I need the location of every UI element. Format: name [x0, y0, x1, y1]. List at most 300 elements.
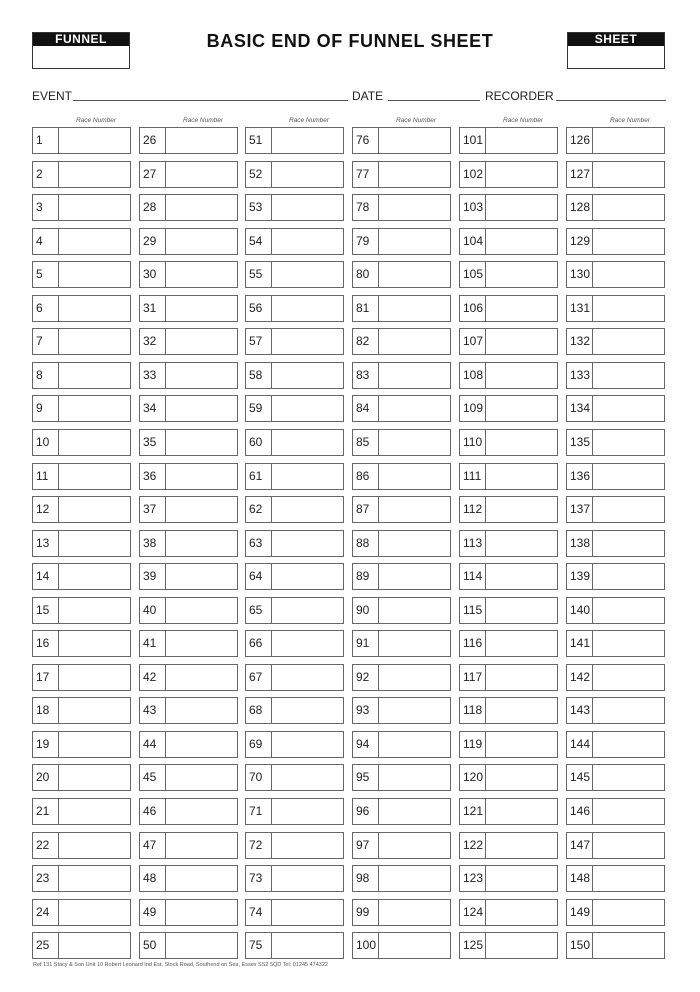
- finish-position-number: 25: [33, 933, 59, 958]
- finish-position-number: 113: [460, 531, 486, 556]
- finish-position-number: 81: [353, 296, 379, 321]
- finish-position-row: [566, 228, 665, 255]
- finish-position-number: 126: [567, 128, 593, 153]
- race-number-entry[interactable]: [166, 363, 237, 388]
- finish-position-number: 13: [33, 531, 59, 556]
- race-number-entry[interactable]: [166, 396, 237, 421]
- race-number-entry[interactable]: [166, 531, 237, 556]
- finish-position-number: 62: [246, 497, 272, 522]
- finish-position-row: [32, 563, 131, 590]
- finish-position-number: 12: [33, 497, 59, 522]
- race-number-entry[interactable]: [59, 128, 130, 153]
- race-number-entry[interactable]: [486, 229, 557, 254]
- race-number-entry[interactable]: [486, 933, 557, 958]
- race-number-entry[interactable]: [379, 833, 450, 858]
- race-number-entry[interactable]: [593, 933, 664, 958]
- race-number-entry[interactable]: [59, 631, 130, 656]
- race-number-entry[interactable]: [166, 128, 237, 153]
- race-number-entry[interactable]: [166, 564, 237, 589]
- race-number-entry[interactable]: [272, 128, 343, 153]
- finish-position-number: 43: [140, 698, 166, 723]
- finish-position-row: [566, 630, 665, 657]
- race-number-entry[interactable]: [593, 464, 664, 489]
- finish-position-number: 26: [140, 128, 166, 153]
- race-number-entry[interactable]: [486, 128, 557, 153]
- finish-position-number: 83: [353, 363, 379, 388]
- race-number-entry[interactable]: [272, 564, 343, 589]
- finish-position-number: 111: [460, 464, 486, 489]
- finish-position-row: [459, 563, 558, 590]
- finish-position-row: [352, 731, 451, 758]
- race-number-entry[interactable]: [379, 866, 450, 891]
- finish-position-row: [245, 597, 344, 624]
- finish-position-row: [566, 865, 665, 892]
- finish-position-row: [32, 899, 131, 926]
- finish-position-number: 18: [33, 698, 59, 723]
- race-number-entry[interactable]: [59, 363, 130, 388]
- finish-position-row: [352, 295, 451, 322]
- finish-position-number: 7: [33, 329, 59, 354]
- race-number-entry[interactable]: [59, 732, 130, 757]
- race-number-entry[interactable]: [59, 665, 130, 690]
- race-number-entry[interactable]: [272, 531, 343, 556]
- finish-position-number: 37: [140, 497, 166, 522]
- finish-position-number: 101: [460, 128, 486, 153]
- race-number-entry[interactable]: [59, 933, 130, 958]
- finish-position-row: [245, 664, 344, 691]
- finish-position-row: [139, 328, 238, 355]
- finish-position-row: [459, 496, 558, 523]
- finish-position-row: [139, 630, 238, 657]
- finish-position-number: 16: [33, 631, 59, 656]
- finish-position-row: [352, 161, 451, 188]
- finish-position-row: [459, 630, 558, 657]
- finish-position-number: 65: [246, 598, 272, 623]
- finish-position-row: [32, 865, 131, 892]
- finish-position-row: [139, 261, 238, 288]
- race-number-entry[interactable]: [379, 698, 450, 723]
- finish-position-row: [352, 798, 451, 825]
- finish-position-number: 122: [460, 833, 486, 858]
- race-number-entry[interactable]: [593, 732, 664, 757]
- finish-position-number: 79: [353, 229, 379, 254]
- finish-position-number: 114: [460, 564, 486, 589]
- finish-position-number: 149: [567, 900, 593, 925]
- race-number-entry[interactable]: [59, 195, 130, 220]
- finish-position-number: 124: [460, 900, 486, 925]
- race-number-entry[interactable]: [593, 598, 664, 623]
- race-number-entry[interactable]: [486, 799, 557, 824]
- race-number-entry[interactable]: [486, 329, 557, 354]
- race-number-entry[interactable]: [486, 732, 557, 757]
- race-number-entry[interactable]: [59, 698, 130, 723]
- finish-position-row: [352, 530, 451, 557]
- race-number-entry[interactable]: [593, 900, 664, 925]
- finish-position-number: 71: [246, 799, 272, 824]
- race-number-entry[interactable]: [486, 833, 557, 858]
- race-number-entry[interactable]: [486, 162, 557, 187]
- column-header-race-number: Race Number: [502, 117, 544, 124]
- race-number-entry[interactable]: [272, 732, 343, 757]
- race-number-entry[interactable]: [59, 598, 130, 623]
- race-number-entry[interactable]: [272, 665, 343, 690]
- race-number-entry[interactable]: [272, 229, 343, 254]
- race-number-entry[interactable]: [166, 497, 237, 522]
- race-number-entry[interactable]: [59, 497, 130, 522]
- race-number-entry[interactable]: [166, 665, 237, 690]
- race-number-entry[interactable]: [59, 296, 130, 321]
- finish-position-row: [566, 429, 665, 456]
- race-number-entry[interactable]: [379, 564, 450, 589]
- finish-position-row: [32, 664, 131, 691]
- race-number-entry[interactable]: [166, 195, 237, 220]
- finish-position-number: 120: [460, 765, 486, 790]
- race-number-entry[interactable]: [379, 531, 450, 556]
- finish-position-row: [245, 295, 344, 322]
- race-number-entry[interactable]: [272, 396, 343, 421]
- race-number-entry[interactable]: [379, 430, 450, 455]
- race-number-entry[interactable]: [166, 329, 237, 354]
- race-number-entry[interactable]: [379, 363, 450, 388]
- recorder-label: RECORDER: [485, 89, 554, 103]
- finish-position-number: 76: [353, 128, 379, 153]
- race-number-entry[interactable]: [593, 698, 664, 723]
- finish-position-row: [245, 261, 344, 288]
- race-number-entry[interactable]: [593, 329, 664, 354]
- race-number-entry[interactable]: [486, 531, 557, 556]
- finish-position-number: 6: [33, 296, 59, 321]
- finish-position-number: 82: [353, 329, 379, 354]
- race-number-entry[interactable]: [166, 765, 237, 790]
- finish-position-number: 87: [353, 497, 379, 522]
- finish-position-row: [459, 697, 558, 724]
- finish-position-number: 93: [353, 698, 379, 723]
- finish-position-row: [566, 295, 665, 322]
- finish-position-number: 49: [140, 900, 166, 925]
- finish-position-row: [566, 328, 665, 355]
- race-number-entry[interactable]: [379, 497, 450, 522]
- race-number-entry[interactable]: [166, 833, 237, 858]
- finish-position-row: [566, 563, 665, 590]
- finish-position-row: [139, 496, 238, 523]
- finish-position-number: 88: [353, 531, 379, 556]
- race-number-entry[interactable]: [379, 195, 450, 220]
- finish-position-number: 66: [246, 631, 272, 656]
- finish-position-number: 141: [567, 631, 593, 656]
- race-number-entry[interactable]: [59, 799, 130, 824]
- race-number-entry[interactable]: [59, 564, 130, 589]
- race-number-entry[interactable]: [166, 229, 237, 254]
- finish-position-number: 35: [140, 430, 166, 455]
- race-number-entry[interactable]: [379, 162, 450, 187]
- race-number-entry[interactable]: [593, 531, 664, 556]
- race-number-entry[interactable]: [379, 765, 450, 790]
- finish-position-number: 78: [353, 195, 379, 220]
- sheet-label: SHEET: [568, 33, 664, 46]
- finish-position-number: 3: [33, 195, 59, 220]
- finish-position-number: 21: [33, 799, 59, 824]
- event-field[interactable]: [73, 100, 348, 101]
- finish-position-number: 95: [353, 765, 379, 790]
- race-number-entry[interactable]: [59, 162, 130, 187]
- race-number-entry[interactable]: [486, 497, 557, 522]
- finish-position-number: 121: [460, 799, 486, 824]
- race-number-entry[interactable]: [593, 262, 664, 287]
- race-number-entry[interactable]: [593, 765, 664, 790]
- finish-position-row: [566, 395, 665, 422]
- race-number-entry[interactable]: [486, 765, 557, 790]
- finish-position-number: 123: [460, 866, 486, 891]
- finish-position-row: [352, 697, 451, 724]
- race-number-entry[interactable]: [59, 262, 130, 287]
- finish-position-row: [566, 362, 665, 389]
- race-number-entry[interactable]: [59, 430, 130, 455]
- race-number-entry[interactable]: [379, 933, 450, 958]
- finish-position-number: 148: [567, 866, 593, 891]
- finish-position-number: 128: [567, 195, 593, 220]
- race-number-entry[interactable]: [272, 698, 343, 723]
- finish-position-number: 14: [33, 564, 59, 589]
- race-number-entry[interactable]: [59, 900, 130, 925]
- race-number-entry[interactable]: [593, 396, 664, 421]
- race-number-entry[interactable]: [593, 833, 664, 858]
- sheet-number-box[interactable]: [567, 32, 665, 69]
- race-number-entry[interactable]: [272, 900, 343, 925]
- finish-position-row: [245, 530, 344, 557]
- race-number-entry[interactable]: [59, 866, 130, 891]
- finish-position-number: 39: [140, 564, 166, 589]
- race-number-entry[interactable]: [486, 430, 557, 455]
- race-number-entry[interactable]: [486, 363, 557, 388]
- race-number-entry[interactable]: [379, 262, 450, 287]
- race-number-entry[interactable]: [272, 866, 343, 891]
- finish-position-number: 80: [353, 262, 379, 287]
- race-number-entry[interactable]: [272, 833, 343, 858]
- finish-position-number: 142: [567, 665, 593, 690]
- race-number-entry[interactable]: [59, 531, 130, 556]
- race-number-entry[interactable]: [486, 564, 557, 589]
- finish-position-row: [32, 194, 131, 221]
- finish-position-row: [459, 161, 558, 188]
- finish-position-row: [352, 865, 451, 892]
- race-number-entry[interactable]: [379, 296, 450, 321]
- race-number-entry[interactable]: [379, 598, 450, 623]
- race-number-entry[interactable]: [272, 329, 343, 354]
- finish-position-number: 129: [567, 229, 593, 254]
- race-number-entry[interactable]: [272, 195, 343, 220]
- race-number-entry[interactable]: [379, 464, 450, 489]
- race-number-entry[interactable]: [272, 631, 343, 656]
- race-number-entry[interactable]: [379, 900, 450, 925]
- race-number-entry[interactable]: [166, 464, 237, 489]
- finish-position-number: 140: [567, 598, 593, 623]
- race-number-entry[interactable]: [593, 564, 664, 589]
- race-number-entry[interactable]: [593, 195, 664, 220]
- recorder-field[interactable]: [556, 100, 666, 101]
- race-number-entry[interactable]: [59, 329, 130, 354]
- finish-position-row: [352, 429, 451, 456]
- finish-position-number: 105: [460, 262, 486, 287]
- race-number-entry[interactable]: [166, 866, 237, 891]
- date-field[interactable]: [388, 100, 480, 101]
- race-number-entry[interactable]: [272, 262, 343, 287]
- race-number-entry[interactable]: [166, 933, 237, 958]
- finish-position-row: [459, 463, 558, 490]
- finish-position-number: 104: [460, 229, 486, 254]
- finish-position-row: [245, 932, 344, 959]
- race-number-entry[interactable]: [166, 732, 237, 757]
- finish-position-row: [459, 395, 558, 422]
- finish-position-row: [245, 194, 344, 221]
- race-number-entry[interactable]: [166, 698, 237, 723]
- finish-position-number: 44: [140, 732, 166, 757]
- finish-position-row: [32, 731, 131, 758]
- finish-position-number: 28: [140, 195, 166, 220]
- finish-position-row: [459, 194, 558, 221]
- race-number-entry[interactable]: [272, 464, 343, 489]
- race-number-entry[interactable]: [379, 631, 450, 656]
- finish-position-number: 139: [567, 564, 593, 589]
- race-number-entry[interactable]: [166, 598, 237, 623]
- race-number-entry[interactable]: [486, 631, 557, 656]
- finish-position-number: 42: [140, 665, 166, 690]
- finish-position-row: [32, 395, 131, 422]
- finish-position-number: 90: [353, 598, 379, 623]
- race-number-entry[interactable]: [166, 430, 237, 455]
- finish-position-row: [139, 731, 238, 758]
- finish-position-row: [32, 798, 131, 825]
- finish-position-number: 63: [246, 531, 272, 556]
- funnel-number-box[interactable]: [32, 32, 130, 69]
- finish-position-number: 127: [567, 162, 593, 187]
- finish-position-number: 15: [33, 598, 59, 623]
- finish-position-row: [139, 563, 238, 590]
- finish-position-number: 38: [140, 531, 166, 556]
- finish-position-number: 84: [353, 396, 379, 421]
- finish-position-row: [245, 563, 344, 590]
- finish-position-row: [459, 228, 558, 255]
- race-number-entry[interactable]: [272, 296, 343, 321]
- race-number-entry[interactable]: [379, 128, 450, 153]
- finish-position-row: [139, 832, 238, 859]
- race-number-entry[interactable]: [486, 262, 557, 287]
- race-number-entry[interactable]: [59, 396, 130, 421]
- finish-position-row: [459, 832, 558, 859]
- race-number-entry[interactable]: [486, 665, 557, 690]
- finish-position-row: [245, 228, 344, 255]
- finish-position-row: [139, 161, 238, 188]
- race-number-entry[interactable]: [486, 698, 557, 723]
- finish-position-number: 108: [460, 363, 486, 388]
- race-number-entry[interactable]: [59, 464, 130, 489]
- race-number-entry[interactable]: [593, 162, 664, 187]
- race-number-entry[interactable]: [379, 329, 450, 354]
- race-number-entry[interactable]: [486, 598, 557, 623]
- finish-position-row: [32, 429, 131, 456]
- race-number-entry[interactable]: [59, 765, 130, 790]
- race-number-entry[interactable]: [166, 799, 237, 824]
- race-number-entry[interactable]: [593, 866, 664, 891]
- finish-position-row: [459, 798, 558, 825]
- finish-position-number: 41: [140, 631, 166, 656]
- finish-position-number: 20: [33, 765, 59, 790]
- race-number-entry[interactable]: [272, 363, 343, 388]
- finish-position-row: [139, 597, 238, 624]
- finish-position-row: [139, 764, 238, 791]
- finish-position-number: 86: [353, 464, 379, 489]
- finish-position-row: [245, 496, 344, 523]
- finish-position-number: 77: [353, 162, 379, 187]
- race-number-entry[interactable]: [486, 900, 557, 925]
- race-number-entry[interactable]: [593, 631, 664, 656]
- finish-position-number: 48: [140, 866, 166, 891]
- race-number-entry[interactable]: [379, 229, 450, 254]
- race-number-entry[interactable]: [593, 665, 664, 690]
- race-number-entry[interactable]: [272, 799, 343, 824]
- finish-position-number: 96: [353, 799, 379, 824]
- race-number-entry[interactable]: [593, 128, 664, 153]
- race-number-entry[interactable]: [379, 665, 450, 690]
- finish-position-row: [245, 798, 344, 825]
- finish-position-row: [139, 865, 238, 892]
- finish-position-number: 115: [460, 598, 486, 623]
- finish-position-number: 150: [567, 933, 593, 958]
- finish-position-row: [139, 295, 238, 322]
- race-number-entry[interactable]: [59, 833, 130, 858]
- finish-position-row: [245, 630, 344, 657]
- finish-position-row: [32, 328, 131, 355]
- race-number-entry[interactable]: [272, 430, 343, 455]
- race-number-entry[interactable]: [166, 631, 237, 656]
- race-number-entry[interactable]: [166, 900, 237, 925]
- race-number-entry[interactable]: [593, 363, 664, 388]
- race-number-entry[interactable]: [272, 598, 343, 623]
- race-number-entry[interactable]: [486, 866, 557, 891]
- race-number-entry[interactable]: [379, 396, 450, 421]
- finish-position-row: [566, 261, 665, 288]
- race-number-entry[interactable]: [593, 229, 664, 254]
- finish-position-number: 137: [567, 497, 593, 522]
- race-number-entry[interactable]: [272, 497, 343, 522]
- race-number-entry[interactable]: [379, 799, 450, 824]
- race-number-entry[interactable]: [272, 162, 343, 187]
- finish-position-number: 69: [246, 732, 272, 757]
- finish-position-number: 40: [140, 598, 166, 623]
- race-number-entry[interactable]: [59, 229, 130, 254]
- race-number-entry[interactable]: [486, 195, 557, 220]
- race-number-entry[interactable]: [272, 933, 343, 958]
- race-number-entry[interactable]: [593, 430, 664, 455]
- finish-position-number: 109: [460, 396, 486, 421]
- race-number-entry[interactable]: [379, 732, 450, 757]
- finish-position-number: 73: [246, 866, 272, 891]
- finish-position-number: 103: [460, 195, 486, 220]
- race-number-entry[interactable]: [486, 296, 557, 321]
- race-number-entry[interactable]: [486, 464, 557, 489]
- finish-position-number: 75: [246, 933, 272, 958]
- finish-position-row: [566, 496, 665, 523]
- race-number-entry[interactable]: [593, 497, 664, 522]
- race-number-entry[interactable]: [166, 262, 237, 287]
- race-number-entry[interactable]: [593, 799, 664, 824]
- race-number-entry[interactable]: [486, 396, 557, 421]
- finish-position-number: 145: [567, 765, 593, 790]
- race-number-entry[interactable]: [593, 296, 664, 321]
- race-number-entry[interactable]: [272, 765, 343, 790]
- race-number-entry[interactable]: [166, 162, 237, 187]
- race-number-entry[interactable]: [166, 296, 237, 321]
- finish-position-row: [139, 899, 238, 926]
